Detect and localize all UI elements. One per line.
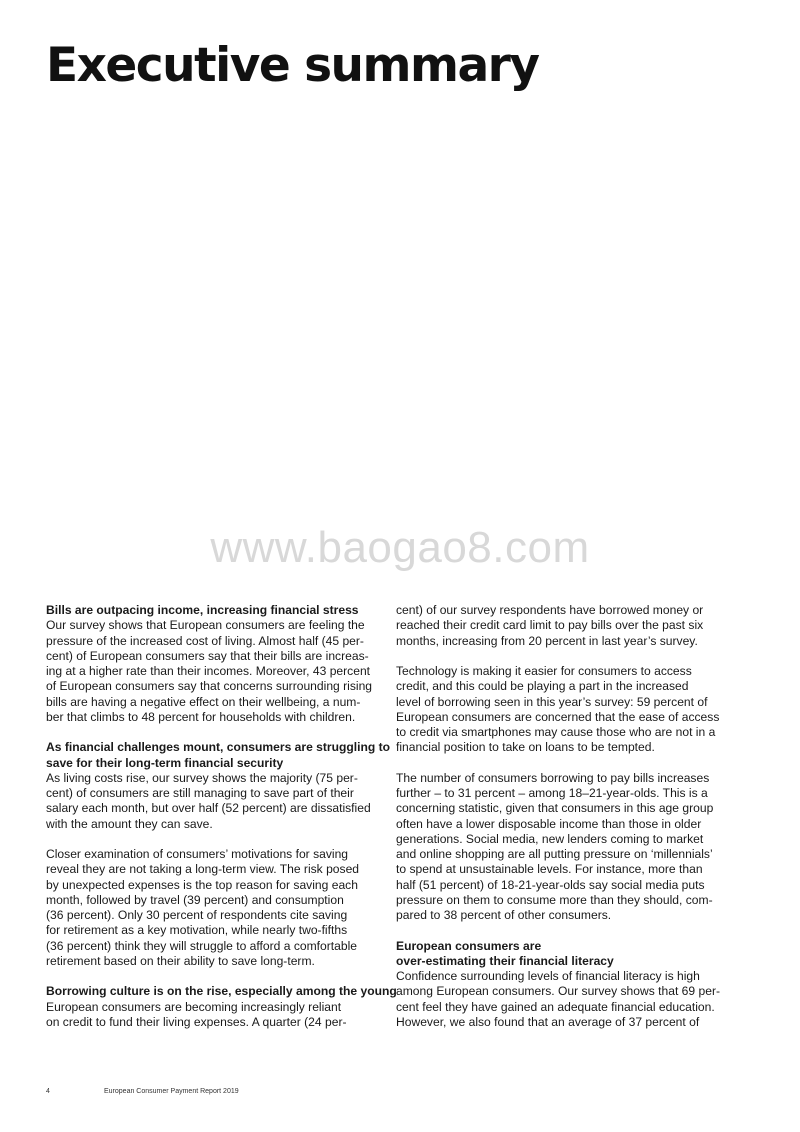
paragraph-line: with the amount they can save.	[46, 816, 213, 831]
paragraph-line: Technology is making it easier for consumers to access	[396, 664, 692, 678]
heading-line: save for their long-term financial security	[46, 755, 284, 770]
body-paragraph	[46, 771, 376, 832]
paragraph-line: and online shopping are all putting pressure on ‘millennials’	[396, 847, 713, 861]
paragraph-line: concerning statistic, given that consumers in this age group	[396, 801, 714, 816]
paragraph-line: European consumers are becoming increasingly reliant	[46, 999, 342, 1014]
heading-line: As financial challenges mount, consumers are struggling to	[46, 740, 391, 755]
heading-line: Bills are outpacing income, increasing financial stress	[46, 603, 359, 617]
heading-line: European consumers are	[396, 938, 542, 953]
paragraph-line: cent feel they have gained an adequate financial education.	[396, 999, 715, 1014]
section-heading	[396, 939, 726, 970]
body-paragraph	[396, 603, 726, 649]
footer-report-title: European Consumer Payment Report 2019	[104, 1088, 239, 1095]
paragraph-line: months, increasing from 20 percent in last year’s survey.	[396, 633, 698, 648]
paragraph-line: financial position to take on loans to be tempted.	[396, 740, 655, 755]
paragraph-line: credit, and this could be playing a part in the increased	[396, 679, 689, 694]
paragraph-line: cent) of consumers are still managing to save part of their	[46, 786, 354, 800]
paragraph-line: (36 percent). Only 30 percent of respondents cite saving	[46, 908, 348, 922]
paragraph-line: generations. Social media, new lenders coming to market	[396, 831, 704, 846]
paragraph-line: ber that climbs to 48 percent for households with children.	[46, 709, 356, 724]
paragraph-line: by unexpected expenses is the top reason for saving each	[46, 877, 358, 892]
paragraph-line: European consumers are concerned that the ease of access	[396, 709, 720, 724]
paragraph-line: of European consumers say that concerns surrounding rising	[46, 679, 373, 694]
paragraph-line: to credit via smartphones may cause those who are not in a	[396, 725, 716, 739]
body-paragraph	[396, 969, 726, 1030]
paragraph-line: month, followed by travel (39 percent) and consumption	[46, 892, 344, 907]
paragraph-line: bills are having a negative effect on their wellbeing, a num-	[46, 694, 361, 709]
paragraph-line: salary each month, but over half (52 percent) are dissatisfied	[46, 801, 371, 816]
paragraph-line: Closer examination of consumers’ motivations for saving	[46, 847, 349, 861]
paragraph-line: retirement based on their ability to save long-term.	[46, 953, 315, 968]
body-paragraph	[46, 1000, 376, 1031]
section-heading	[46, 984, 397, 999]
section-heading	[46, 603, 376, 618]
heading-line: over-estimating their financial literacy	[396, 953, 614, 968]
paragraph-line: further – to 31 percent – among 18–21-year-olds. This is a	[396, 786, 708, 800]
body-paragraph	[46, 847, 376, 969]
paragraph-line: (36 percent) think they will struggle to afford a comfortable	[46, 938, 358, 953]
paragraph-line: cent) of our survey respondents have borrowed money or	[396, 603, 704, 617]
paragraph-line: reveal they are not taking a long-term view. The risk posed	[46, 862, 360, 877]
paragraph-line: The number of consumers borrowing to pay bills increases	[396, 770, 710, 785]
body-paragraph	[46, 618, 376, 725]
right-column	[396, 603, 726, 1045]
paragraph-line: on credit to fund their living expenses. A quarter (24 per-	[46, 1014, 347, 1029]
body-paragraph	[396, 771, 726, 924]
paragraph-line: half (51 percent) of 18-21-year-olds say social media puts	[396, 877, 705, 892]
paragraph-line: ing at a higher rate than their incomes. Moreover, 43 percent	[46, 664, 371, 678]
paragraph-line: among European consumers. Our survey shows that 69 per-	[396, 984, 721, 999]
paragraph-line: to spend at unsustainable levels. For instance, more than	[396, 862, 703, 877]
left-column	[46, 603, 397, 1045]
paragraph-line: level of borrowing seen in this year’s survey: 59 percent of	[396, 694, 708, 709]
heading-line: Borrowing culture is on the rise, especially among the young	[46, 984, 397, 999]
paragraph-line: often have a lower disposable income than those in older	[396, 816, 702, 831]
paragraph-line: pressure on them to consume more than they should, com-	[396, 892, 713, 907]
paragraph-line: reached their credit card limit to pay bills over the past six	[396, 618, 704, 633]
paragraph-line: cent) of European consumers say that their bills are increas-	[46, 648, 369, 663]
page-number: 4	[46, 1088, 50, 1095]
paragraph-line: for retirement as a key motivation, while nearly two-fifths	[46, 923, 348, 938]
section-heading	[46, 740, 391, 771]
paragraph-line: As living costs rise, our survey shows the majority (75 per-	[46, 770, 358, 785]
watermark: www.baogao8.com	[210, 523, 590, 572]
paragraph-line: pared to 38 percent of other consumers.	[396, 908, 612, 922]
paragraph-line: Confidence surrounding levels of financial literacy is high	[396, 969, 700, 983]
paragraph-line: However, we also found that an average of 37 percent of	[396, 1014, 700, 1029]
page-title: Executive summary	[46, 38, 539, 93]
body-paragraph	[396, 664, 726, 756]
paragraph-line: pressure of the increased cost of living. Almost half (45 per-	[46, 633, 364, 648]
paragraph-line: Our survey shows that European consumers are feeling the	[46, 618, 365, 633]
